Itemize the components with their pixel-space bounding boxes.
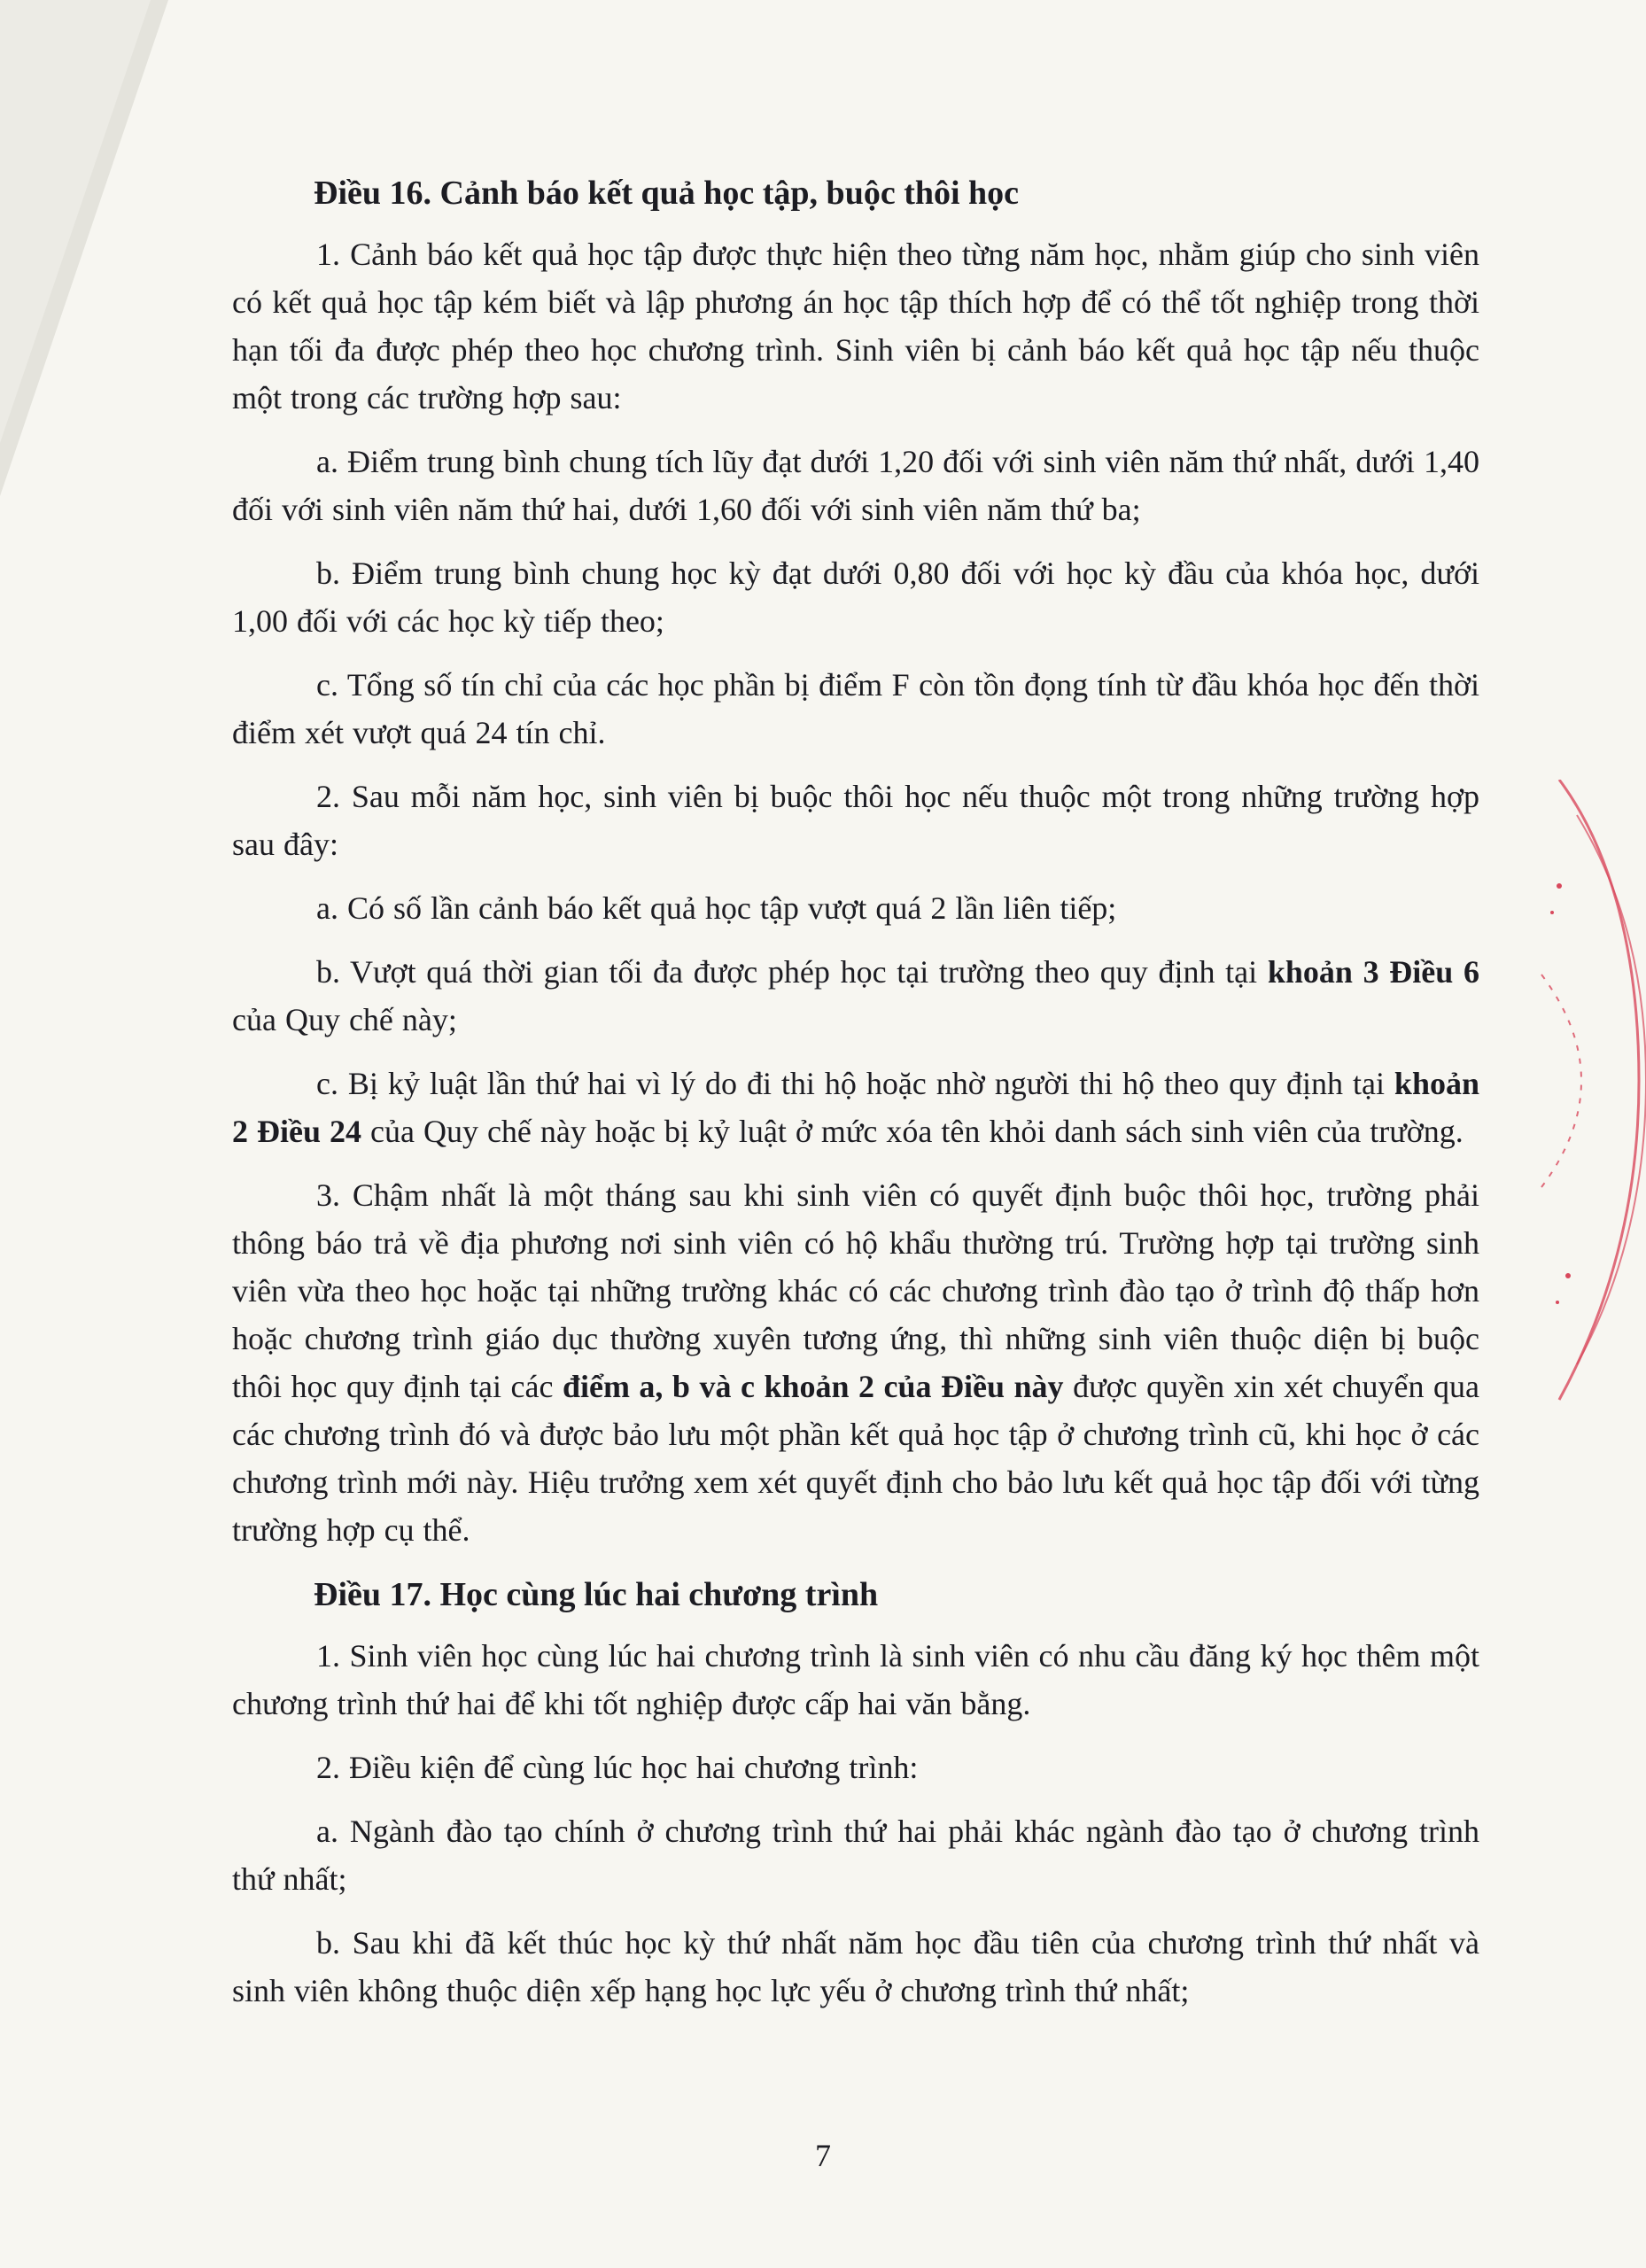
article-16-clause-2b <box>232 948 1479 1044</box>
article-17-clause-2b: b. Sau khi đã kết thúc học kỳ thứ nhất năm học đầu tiên của chương trình thứ nhất và sinh viên không thuộc diện xếp hạng học lực yếu ở chương trình thứ nhất; <box>232 1925 1479 2008</box>
article-16-clause-1a: a. Điểm trung bình chung tích lũy đạt dưới 1,20 đối với sinh viên năm thứ nhất, dưới 1,40 đối với sinh viên năm thứ hai, dưới 1,60 đối với sinh viên năm thứ ba; <box>232 444 1479 527</box>
clause-2b-text: b. Vượt quá thời gian tối đa được phép học tại trường theo quy định tại <box>316 954 1268 990</box>
article-17-clause-2a: a. Ngành đào tạo chính ở chương trình thứ hai phải khác ngành đào tạo ở chương trình thứ nhất; <box>232 1814 1479 1897</box>
article-16-clause-3 <box>232 1171 1479 1554</box>
article-17-title: Điều 17. Học cùng lúc hai chương trình <box>314 1576 879 1613</box>
article-16-title: Điều 16. Cảnh báo kết quả học tập, buộc thôi học <box>314 175 1020 212</box>
article-16-clause-1: 1. Cảnh báo kết quả học tập được thực hiện theo từng năm học, nhằm giúp cho sinh viên có kết quả học tập kém biết và lập phương án học tập thích hợp để có thể tốt nghiệp trong thời hạn tối đa được phép theo học chương trình. Sinh viên bị cảnh báo kết quả học tập nếu thuộc một trong các trường hợp sau: <box>232 237 1479 416</box>
article-16-clause-2a: a. Có số lần cảnh báo kết quả học tập vượt quá 2 lần liên tiếp; <box>316 890 1117 926</box>
clause-3-text: 3. Chậm nhất là một tháng sau khi sinh viên có quyết định buộc thôi học, trường phải thông báo trả về địa phương nơi sinh viên có hộ khẩu thường trú. Trường hợp tại trường sinh viên vừa theo học hoặc tại những trường khác có các chương trình đào tạo ở trình độ thấp hơn hoặc chương trình giáo dục thường xuyên tương ứng, thì những sinh viên thuộc diện bị buộc thôi học quy định tại các <box>232 1177 1479 1404</box>
clause-3-text-end: được quyền xin xét chuyển qua các chương trình đó và được bảo lưu một phần kết quả học tập ở chương trình cũ, khi học ở các chương trình mới này. Hiệu trưởng xem xét quyết định cho bảo lưu kết quả học tập đối với từng trường hợp cụ thể. <box>232 1369 1480 1548</box>
article-17-clause-2: 2. Điều kiện để cùng lúc học hai chương trình: <box>316 1750 919 1785</box>
document-body <box>232 168 1479 2031</box>
article-16-clause-2c <box>232 1060 1479 1155</box>
clause-2c-text-end: của Quy chế này hoặc bị kỷ luật ở mức xóa tên khỏi danh sách sinh viên của trường. <box>361 1114 1464 1149</box>
article-16-clause-1b: b. Điểm trung bình chung học kỳ đạt dưới 0,80 đối với học kỳ đầu của khóa học, dưới 1,00 đối với các học kỳ tiếp theo; <box>232 555 1479 639</box>
article-17-clause-1: 1. Sinh viên học cùng lúc hai chương trình là sinh viên có nhu cầu đăng ký học thêm một chương trình thứ hai để khi tốt nghiệp được cấp hai văn bằng. <box>232 1638 1479 1721</box>
clause-2b-reference: khoản 3 Điều 6 <box>1267 954 1479 990</box>
article-16-clause-2: 2. Sau mỗi năm học, sinh viên bị buộc thôi học nếu thuộc một trong những trường hợp sau đây: <box>232 779 1479 862</box>
page-number: 7 <box>815 2138 831 2173</box>
clause-2c-reference: khoản 2 Điều 24 <box>232 1066 1479 1149</box>
red-seal-fragment <box>1506 780 1646 1418</box>
article-16-clause-1c: c. Tổng số tín chỉ của các học phần bị điểm F còn tồn đọng tính từ đầu khóa học đến thời điểm xét vượt quá 24 tín chỉ. <box>232 667 1479 750</box>
clause-3-reference: điểm a, b và c khoản 2 của Điều này <box>562 1369 1064 1404</box>
clause-2c-text: c. Bị kỷ luật lần thứ hai vì lý do đi thi hộ hoặc nhờ người thi hộ theo quy định tại <box>316 1066 1394 1101</box>
clause-2b-text-end: của Quy chế này; <box>232 1002 457 1037</box>
